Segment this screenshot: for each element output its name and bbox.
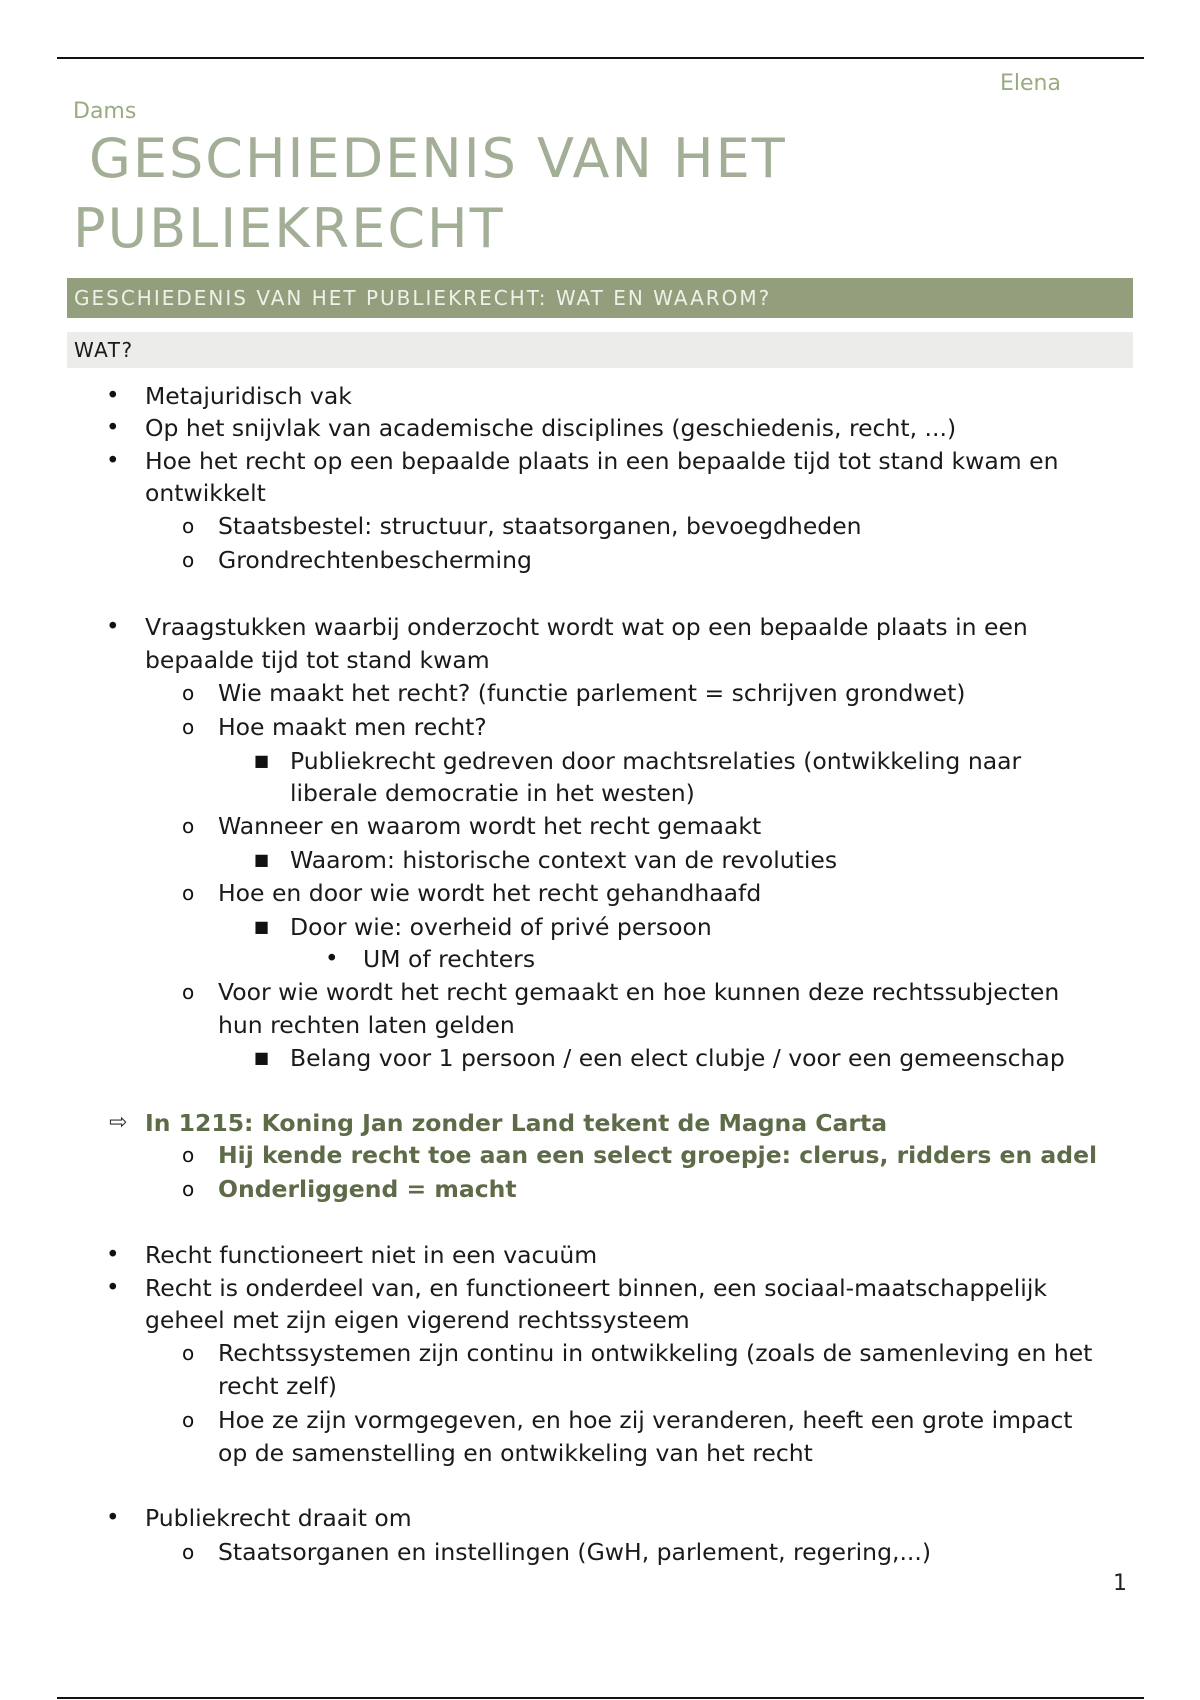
bottom-rule — [57, 1697, 1144, 1699]
sub-list-item: Staatsorganen en instellingen (GwH, parlement, regering,...) — [218, 1538, 932, 1566]
list-item-continuation: geheel met zijn eigen vigerend rechtssysteem — [145, 1306, 690, 1334]
circle-bullet-icon: o — [182, 1341, 195, 1365]
list-item: Op het snijvlak van academische disciplines (geschiedenis, recht, ...) — [145, 414, 957, 442]
title-line-2: PUBLIEKRECHT — [73, 197, 505, 260]
sub-sub-list-item: Door wie: overheid of privé persoon — [290, 913, 712, 941]
sub-list-item: Hoe ze zijn vormgegeven, en hoe zij veranderen, heeft een grote impact — [218, 1406, 1073, 1434]
sub-list-item-continuation: op de samenstelling en ontwikkeling van het recht — [218, 1439, 813, 1467]
sub-list-item: Hoe maakt men recht? — [218, 713, 487, 741]
list-item-continuation: ontwikkelt — [145, 479, 266, 507]
list-item: Metajuridisch vak — [145, 382, 352, 410]
square-bullet-icon: ■ — [254, 850, 270, 869]
list-item: Recht is onderdeel van, en functioneert binnen, een sociaal-maatschappelijk — [145, 1274, 1047, 1302]
list-item: Vraagstukken waarbij onderzocht wordt wat op een bepaalde plaats in een — [145, 613, 1028, 641]
sub-list-item-continuation: recht zelf) — [218, 1372, 337, 1400]
square-bullet-icon: ■ — [254, 751, 270, 770]
list-item: Recht functioneert niet in een vacuüm — [145, 1241, 598, 1269]
level4-list-item: UM of rechters — [363, 945, 536, 973]
circle-bullet-icon: o — [182, 1143, 195, 1167]
square-bullet-icon: ■ — [254, 917, 270, 936]
sub-sub-list-item-continuation: liberale democratie in het westen) — [290, 779, 695, 807]
sub-list-item: Hoe en door wie wordt het recht gehandhaafd — [218, 879, 762, 907]
list-item: Hoe het recht op een bepaalde plaats in een bepaalde tijd tot stand kwam en — [145, 447, 1059, 475]
subsection-heading: WAT? — [67, 332, 1133, 368]
author-first-name: Elena — [1000, 71, 1061, 96]
top-rule — [57, 57, 1144, 59]
sub-list-item: Staatsbestel: structuur, staatsorganen, bevoegdheden — [218, 512, 862, 540]
sub-list-item-continuation: hun rechten laten gelden — [218, 1011, 515, 1039]
circle-bullet-icon: o — [182, 1408, 195, 1432]
sub-sub-list-item: Waarom: historische context van de revoluties — [290, 846, 838, 874]
bullet-icon: • — [106, 1505, 120, 1531]
list-item-continuation: bepaalde tijd tot stand kwam — [145, 646, 490, 674]
highlight-sub-item: Hij kende recht toe aan een select groepje: clerus, ridders en adel — [218, 1141, 1098, 1169]
author-last-name: Dams — [73, 99, 137, 124]
sub-list-item: Wie maakt het recht? (functie parlement = schrijven grondwet) — [218, 679, 966, 707]
bullet-icon: • — [106, 614, 120, 640]
sub-list-item: Voor wie wordt het recht gemaakt en hoe kunnen deze rechtssubjecten — [218, 978, 1060, 1006]
sub-list-item: Grondrechtenbescherming — [218, 546, 532, 574]
highlight-sub-item: Onderliggend = macht — [218, 1175, 517, 1203]
bullet-icon: • — [106, 1275, 120, 1301]
circle-bullet-icon: o — [182, 681, 195, 705]
bullet-icon: • — [106, 1242, 120, 1268]
list-item: Publiekrecht draait om — [145, 1504, 412, 1532]
bullet-icon: • — [106, 383, 120, 409]
sub-sub-list-item: Publiekrecht gedreven door machtsrelaties (ontwikkeling naar — [290, 747, 1022, 775]
square-bullet-icon: ■ — [254, 1048, 270, 1067]
circle-bullet-icon: o — [182, 715, 195, 739]
title-line-1: GESCHIEDENIS VAN HET — [89, 127, 787, 190]
circle-bullet-icon: o — [182, 881, 195, 905]
bullet-icon: • — [106, 448, 120, 474]
circle-bullet-icon: o — [182, 814, 195, 838]
circle-bullet-icon: o — [182, 980, 195, 1004]
circle-bullet-icon: o — [182, 1177, 195, 1201]
bullet-icon: • — [325, 946, 339, 972]
page-number: 1 — [1113, 1571, 1127, 1596]
circle-bullet-icon: o — [182, 514, 195, 538]
arrow-right-icon: ⇨ — [109, 1110, 128, 1135]
sub-sub-list-item: Belang voor 1 persoon / een elect clubje / voor een gemeenschap — [290, 1044, 1065, 1072]
highlight-item: In 1215: Koning Jan zonder Land tekent de Magna Carta — [145, 1109, 888, 1137]
sub-list-item: Wanneer en waarom wordt het recht gemaakt — [218, 812, 762, 840]
sub-list-item: Rechtssystemen zijn continu in ontwikkeling (zoals de samenleving en het — [218, 1339, 1093, 1367]
document-title — [73, 124, 973, 264]
circle-bullet-icon: o — [182, 548, 195, 572]
bullet-icon: • — [106, 415, 120, 441]
section-heading: GESCHIEDENIS VAN HET PUBLIEKRECHT: WAT EN WAAROM? — [67, 278, 1133, 318]
circle-bullet-icon: o — [182, 1540, 195, 1564]
